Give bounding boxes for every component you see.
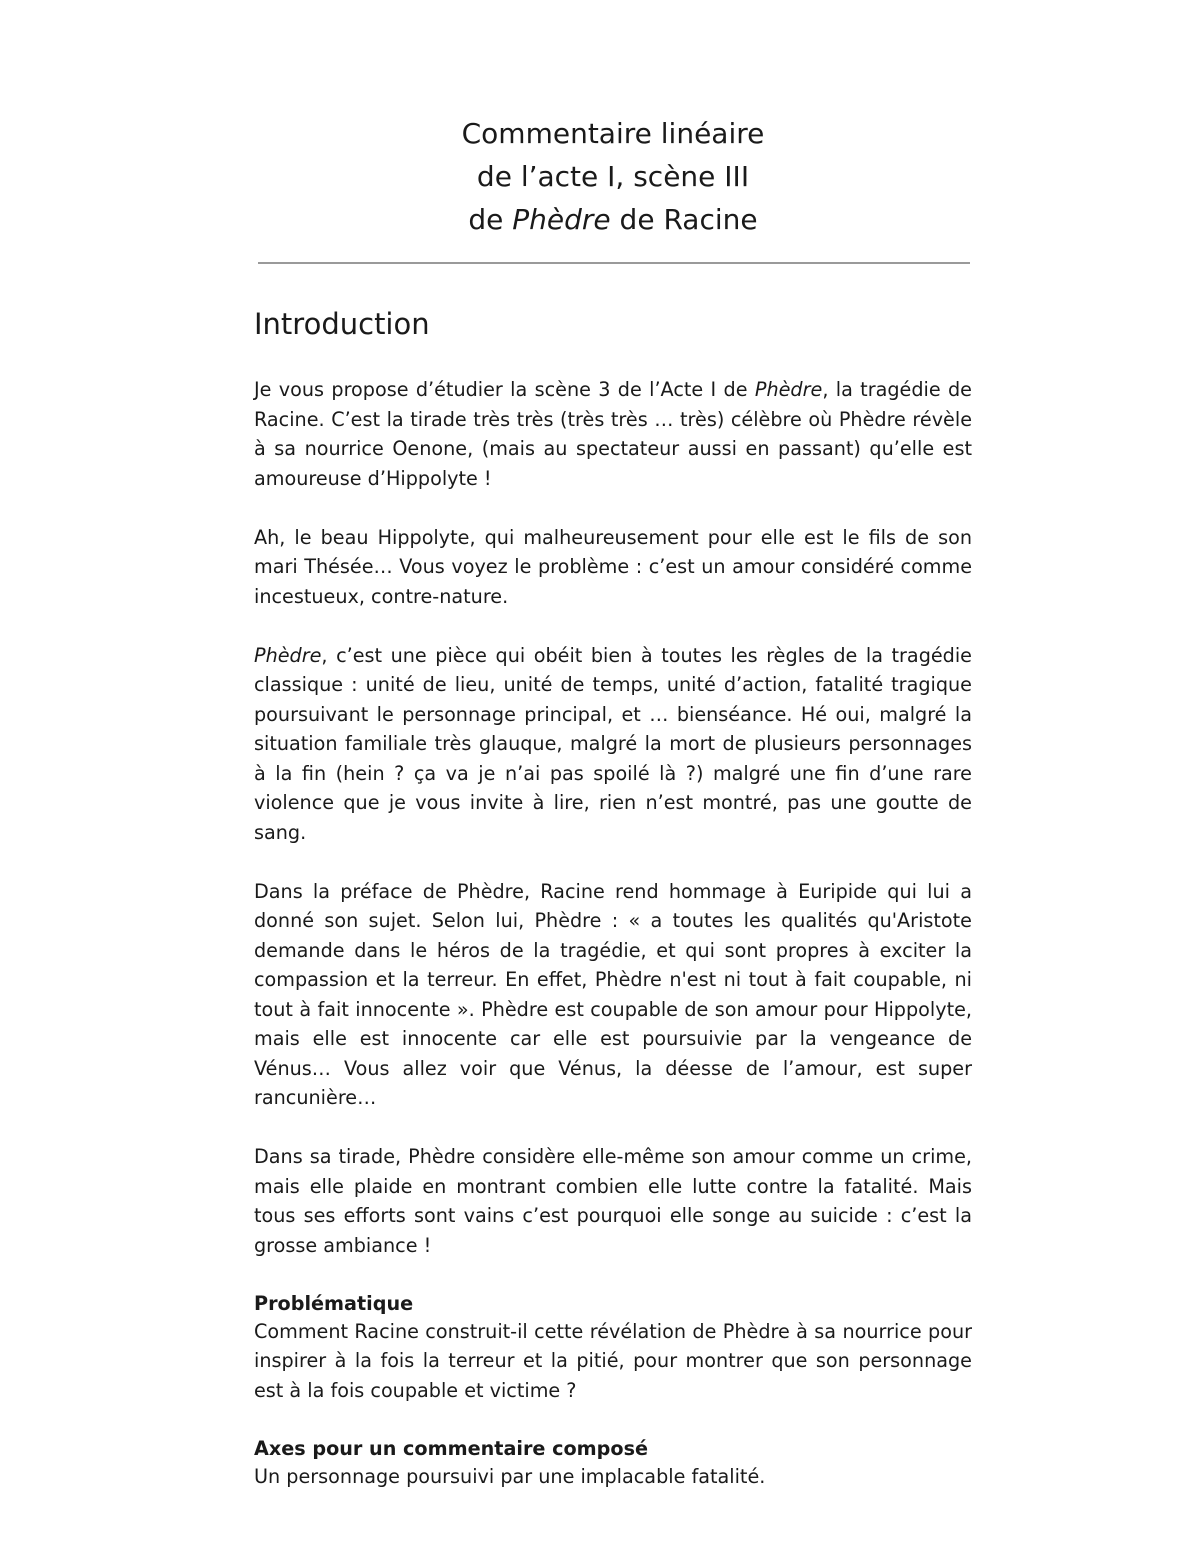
document-title [254,112,972,241]
document-body [254,375,972,1521]
problematique-text: Comment Racine construit-il cette révélation de Phèdre à sa nourrice pour inspirer à la fois la terreur et la pitié, pour montrer que son personnage est à la fois coupable et victime ? [254,1319,972,1402]
paragraph-1 [254,375,972,493]
axes-text: Un personnage poursuivi par une implacable fatalité. [254,1464,766,1488]
title-line-3-prefix: de [468,203,513,236]
section-heading-introduction: Introduction [254,307,430,341]
paragraph-3-rest: , c’est une pièce qui obéit bien à toutes les règles de la tragédie classique : unité de lieu, unité de temps, unité d’action, fatalité tragique poursuivant le personnage principal, et … bienséance. Hé oui, malgré la situation familiale très glauque, malgré la mort de plusieurs personnages à la fin (hein ? ça va je n’ai pas spoilé là ?) malgré une fin d’une rare violence que je vous invite à lire, rien n’est montré, pas une goutte de sang. [254,643,972,844]
title-line-3 [254,198,972,241]
axes-label: Axes pour un commentaire composé [254,1436,649,1460]
paragraph-2: Ah, le beau Hippolyte, qui malheureusement pour elle est le fils de son mari Thésée… Vous voyez le problème : c’est un amour considéré comme incestueux, contre-nature. [254,525,972,608]
title-work-name: Phèdre [512,203,611,236]
axes-block [254,1435,972,1492]
title-line-1: Commentaire linéaire [461,117,765,150]
paragraph-3 [254,641,972,848]
title-divider [258,262,970,264]
paragraph-1-work-name: Phèdre [754,378,823,401]
paragraph-3-work-name: Phèdre [254,643,322,667]
problematique-block [254,1290,972,1406]
title-line-3-suffix: de Racine [610,203,758,236]
paragraph-4: Dans la préface de Phèdre, Racine rend hommage à Euripide qui lui a donné son sujet. Selon lui, Phèdre : « a toutes les qualités qu'Aristote demande dans le héros de la tragédie, et qui sont propres à exciter la compassion et la terreur. En effet, Phèdre n'est ni tout à fait coupable, ni tout à fait innocente ». Phèdre est coupable de son amour pour Hippolyte, mais elle est innocente car elle est poursuivie par la vengeance de Vénus… Vous allez voir que Vénus, la déesse de l’amour, est super rancunière… [254,879,972,1109]
document-title-block [254,112,972,241]
paragraph-1-end: , la tragédie de Racine. C’est la tirade très très (très très … très) célèbre où Phèdre révèle à sa nourrice Oenone, (mais au spectateur aussi en passant) qu’elle est amoureuse d’Hippolyte ! [254,378,972,490]
problematique-label: Problématique [254,1291,414,1315]
title-line-2: de l’acte I, scène III [476,160,750,193]
paragraph-5: Dans sa tirade, Phèdre considère elle-même son amour comme un crime, mais elle plaide en montrant combien elle lutte contre la fatalité. Mais tous ses efforts sont vains c’est pourquoi elle songe au suicide : c’est la grosse ambiance ! [254,1145,972,1257]
paragraph-1-start: Je vous propose d’étudier la scène 3 de l’Acte I de [254,378,755,401]
